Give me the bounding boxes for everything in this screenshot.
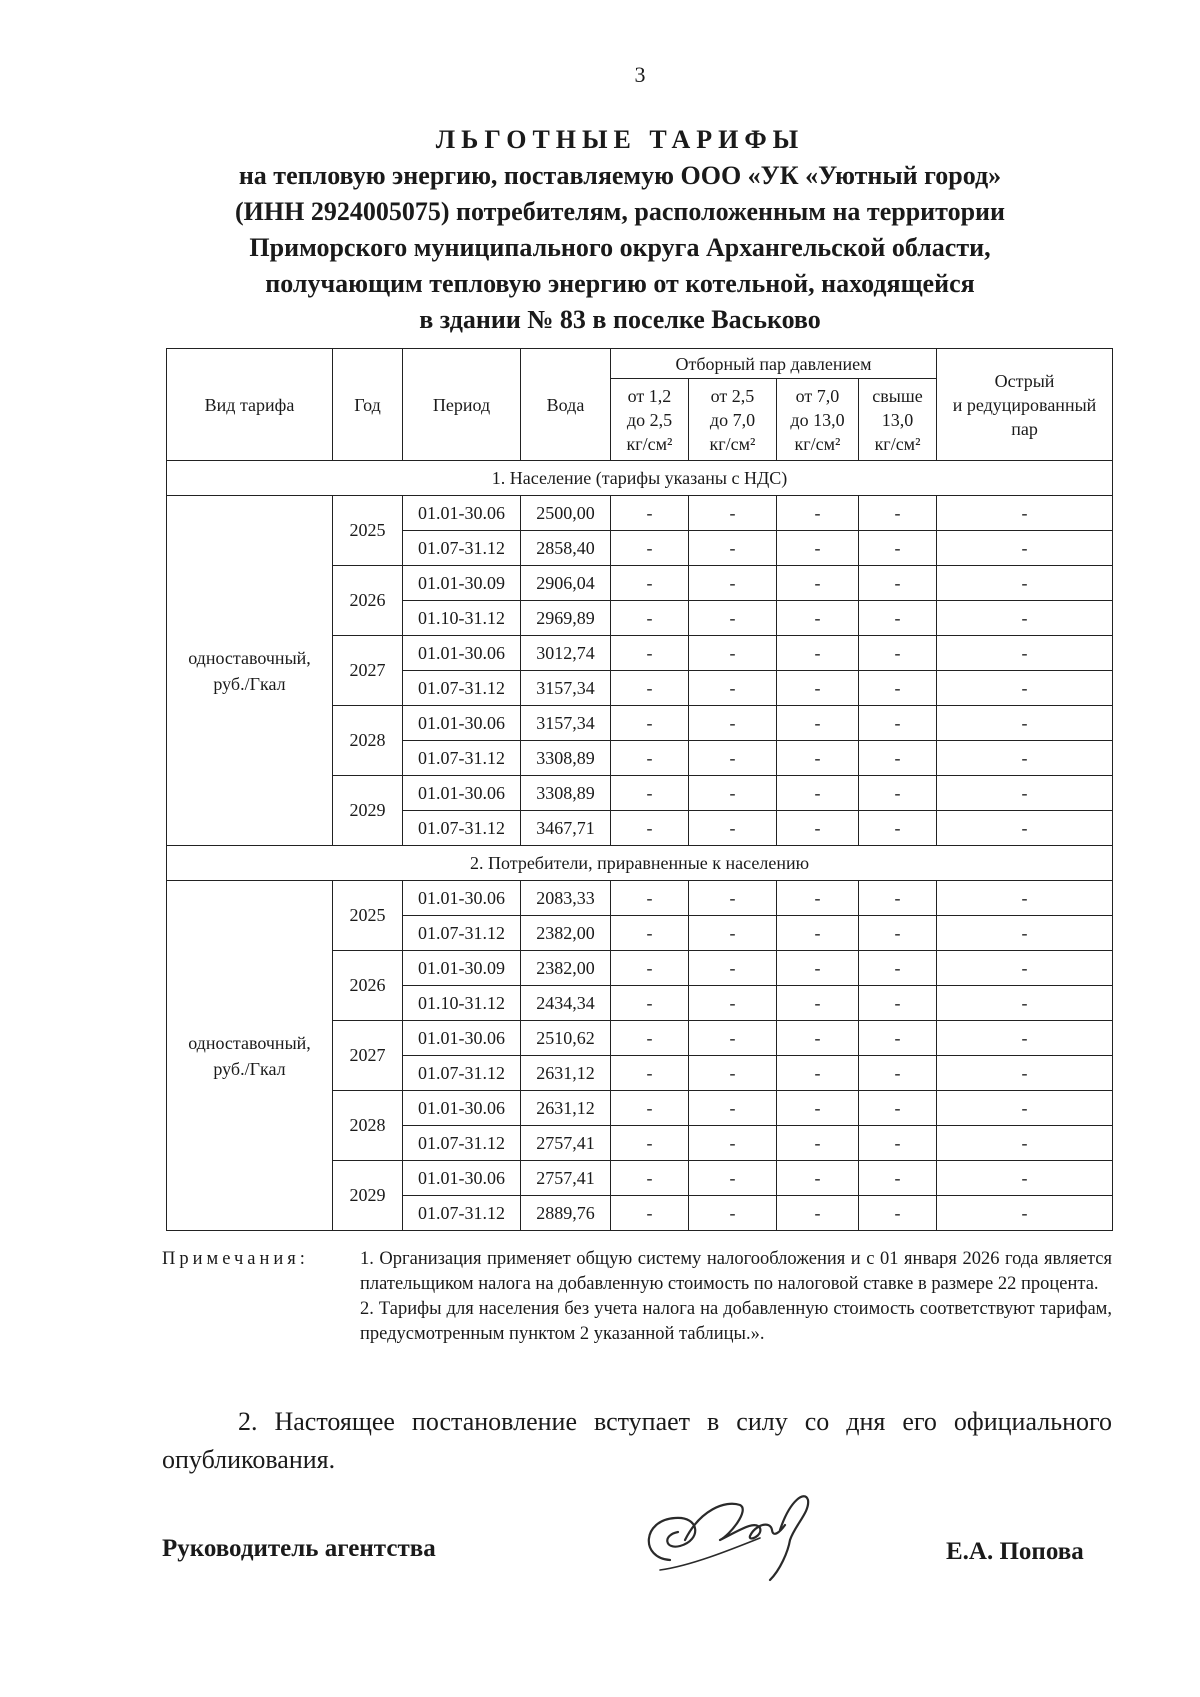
empty-tariff-cell: - [937, 776, 1113, 811]
note-item: 1. Организация применяет общую систему налогообложения и с 01 января 2026 года является плательщиком налога на добавленную стоимость по налоговой ставке в размере 22 процента. [360, 1249, 1112, 1294]
empty-tariff-cell: - [777, 776, 859, 811]
water-tariff-cell: 2858,40 [521, 531, 611, 566]
empty-tariff-cell: - [937, 1126, 1113, 1161]
empty-tariff-cell: - [937, 1196, 1113, 1231]
water-tariff-cell: 2510,62 [521, 1021, 611, 1056]
empty-tariff-cell: - [689, 601, 777, 636]
year-cell: 2027 [333, 1021, 403, 1091]
empty-tariff-cell: - [777, 601, 859, 636]
empty-tariff-cell: - [859, 916, 937, 951]
empty-tariff-cell: - [611, 636, 689, 671]
header-line: кг/см² [626, 433, 673, 454]
handwritten-signature [630, 1480, 830, 1590]
period-cell: 01.07-31.12 [403, 916, 521, 951]
empty-tariff-cell: - [859, 1021, 937, 1056]
table-row [167, 496, 1113, 531]
empty-tariff-cell: - [937, 531, 1113, 566]
period-cell: 01.07-31.12 [403, 1196, 521, 1231]
water-tariff-cell: 2500,00 [521, 496, 611, 531]
year-cell: 2029 [333, 776, 403, 846]
header-period: Период [403, 349, 521, 461]
period-cell: 01.07-31.12 [403, 1126, 521, 1161]
empty-tariff-cell: - [611, 811, 689, 846]
empty-tariff-cell: - [689, 1021, 777, 1056]
empty-tariff-cell: - [689, 986, 777, 1021]
empty-tariff-cell: - [611, 601, 689, 636]
period-cell: 01.10-31.12 [403, 601, 521, 636]
empty-tariff-cell: - [689, 776, 777, 811]
empty-tariff-cell: - [777, 881, 859, 916]
period-cell: 01.01-30.06 [403, 881, 521, 916]
empty-tariff-cell: - [777, 636, 859, 671]
empty-tariff-cell: - [689, 671, 777, 706]
header-line: до 7,0 [709, 409, 756, 430]
title-line: на тепловую энергию, поставляемую ООО «УК «Уютный город» [238, 161, 1002, 190]
header-line: свыше [872, 385, 923, 406]
water-tariff-cell: 3157,34 [521, 706, 611, 741]
empty-tariff-cell: - [689, 1161, 777, 1196]
period-cell: 01.01-30.06 [403, 496, 521, 531]
empty-tariff-cell: - [777, 811, 859, 846]
empty-tariff-cell: - [689, 741, 777, 776]
empty-tariff-cell: - [689, 881, 777, 916]
empty-tariff-cell: - [689, 811, 777, 846]
empty-tariff-cell: - [859, 881, 937, 916]
empty-tariff-cell: - [859, 1196, 937, 1231]
header-line: кг/см² [874, 433, 921, 454]
empty-tariff-cell: - [859, 776, 937, 811]
document-title [150, 122, 1090, 338]
empty-tariff-cell: - [937, 881, 1113, 916]
year-cell: 2025 [333, 496, 403, 566]
water-tariff-cell: 3308,89 [521, 776, 611, 811]
empty-tariff-cell: - [859, 741, 937, 776]
empty-tariff-cell: - [937, 951, 1113, 986]
empty-tariff-cell: - [937, 741, 1113, 776]
water-tariff-cell: 2631,12 [521, 1056, 611, 1091]
header-line: от 1,2 [627, 385, 672, 406]
empty-tariff-cell: - [611, 986, 689, 1021]
section-row [167, 461, 1113, 496]
empty-tariff-cell: - [689, 951, 777, 986]
empty-tariff-cell: - [689, 706, 777, 741]
year-cell: 2028 [333, 706, 403, 776]
empty-tariff-cell: - [937, 566, 1113, 601]
period-cell: 01.10-31.12 [403, 986, 521, 1021]
empty-tariff-cell: - [859, 1126, 937, 1161]
notes-list [360, 1247, 1112, 1347]
empty-tariff-cell: - [777, 1091, 859, 1126]
empty-tariff-cell: - [611, 1056, 689, 1091]
water-tariff-cell: 2382,00 [521, 951, 611, 986]
empty-tariff-cell: - [611, 1091, 689, 1126]
empty-tariff-cell: - [777, 531, 859, 566]
empty-tariff-cell: - [689, 1056, 777, 1091]
empty-tariff-cell: - [611, 741, 689, 776]
table-row [167, 881, 1113, 916]
header-steam-4 [859, 379, 937, 461]
empty-tariff-cell: - [777, 566, 859, 601]
empty-tariff-cell: - [611, 776, 689, 811]
table-body [167, 461, 1113, 1231]
empty-tariff-cell: - [777, 1126, 859, 1161]
empty-tariff-cell: - [777, 1056, 859, 1091]
empty-tariff-cell: - [859, 671, 937, 706]
period-cell: 01.01-30.09 [403, 566, 521, 601]
period-cell: 01.07-31.12 [403, 671, 521, 706]
year-cell: 2026 [333, 951, 403, 1021]
water-tariff-cell: 3308,89 [521, 741, 611, 776]
period-cell: 01.07-31.12 [403, 811, 521, 846]
header-line: 13,0 [881, 409, 914, 430]
header-water: Вода [521, 349, 611, 461]
water-tariff-cell: 3467,71 [521, 811, 611, 846]
note-item: 2. Тарифы для населения без учета налога на добавленную стоимость соответствуют тарифам, предусмотренным пунктом 2 указанной таблицы.». [360, 1299, 1112, 1344]
header-line: кг/см² [709, 433, 756, 454]
year-cell: 2026 [333, 566, 403, 636]
empty-tariff-cell: - [777, 741, 859, 776]
empty-tariff-cell: - [611, 566, 689, 601]
empty-tariff-cell: - [859, 531, 937, 566]
tariff-kind-line: одноставочный, [188, 1032, 311, 1053]
year-cell: 2028 [333, 1091, 403, 1161]
empty-tariff-cell: - [859, 811, 937, 846]
empty-tariff-cell: - [689, 636, 777, 671]
empty-tariff-cell: - [937, 811, 1113, 846]
water-tariff-cell: 2083,33 [521, 881, 611, 916]
empty-tariff-cell: - [859, 986, 937, 1021]
empty-tariff-cell: - [937, 1056, 1113, 1091]
tariff-kind-line: одноставочный, [188, 647, 311, 668]
empty-tariff-cell: - [777, 706, 859, 741]
empty-tariff-cell: - [937, 496, 1113, 531]
header-line: кг/см² [794, 433, 841, 454]
water-tariff-cell: 2969,89 [521, 601, 611, 636]
page-number: 3 [634, 62, 646, 87]
period-cell: 01.01-30.06 [403, 1021, 521, 1056]
water-tariff-cell: 2434,34 [521, 986, 611, 1021]
empty-tariff-cell: - [689, 1091, 777, 1126]
empty-tariff-cell: - [777, 671, 859, 706]
empty-tariff-cell: - [689, 496, 777, 531]
header-line: от 7,0 [795, 385, 840, 406]
title-line: Приморского муниципального округа Архангельской области, [249, 233, 991, 262]
empty-tariff-cell: - [937, 706, 1113, 741]
empty-tariff-cell: - [777, 1196, 859, 1231]
title-main: ЛЬГОТНЫЕ ТАРИФЫ [435, 125, 805, 154]
empty-tariff-cell: - [937, 636, 1113, 671]
period-cell: 01.01-30.06 [403, 706, 521, 741]
header-kind: Вид тарифа [167, 349, 333, 461]
empty-tariff-cell: - [689, 531, 777, 566]
header-year: Год [333, 349, 403, 461]
empty-tariff-cell: - [689, 566, 777, 601]
period-cell: 01.07-31.12 [403, 741, 521, 776]
empty-tariff-cell: - [777, 951, 859, 986]
year-cell: 2027 [333, 636, 403, 706]
tariff-kind-cell [167, 881, 333, 1231]
period-cell: 01.07-31.12 [403, 1056, 521, 1091]
empty-tariff-cell: - [937, 601, 1113, 636]
header-steam-2 [689, 379, 777, 461]
section-title: 1. Население (тарифы указаны с НДС) [167, 461, 1113, 496]
water-tariff-cell: 2757,41 [521, 1161, 611, 1196]
period-cell: 01.07-31.12 [403, 531, 521, 566]
period-cell: 01.01-30.06 [403, 1161, 521, 1196]
year-cell: 2025 [333, 881, 403, 951]
tariff-kind-line: руб./Гкал [213, 1058, 286, 1079]
water-tariff-cell: 2889,76 [521, 1196, 611, 1231]
empty-tariff-cell: - [777, 496, 859, 531]
empty-tariff-cell: - [859, 636, 937, 671]
tariff-table [166, 348, 1113, 1231]
water-tariff-cell: 3012,74 [521, 636, 611, 671]
water-tariff-cell: 2382,00 [521, 916, 611, 951]
empty-tariff-cell: - [859, 601, 937, 636]
empty-tariff-cell: - [611, 951, 689, 986]
header-line: до 13,0 [790, 409, 845, 430]
empty-tariff-cell: - [611, 916, 689, 951]
header-line: и редуцированный [952, 394, 1097, 415]
empty-tariff-cell: - [611, 881, 689, 916]
empty-tariff-cell: - [937, 1021, 1113, 1056]
period-cell: 01.01-30.06 [403, 1091, 521, 1126]
empty-tariff-cell: - [859, 706, 937, 741]
empty-tariff-cell: - [859, 566, 937, 601]
notes-label: Примечания: [162, 1249, 309, 1269]
empty-tariff-cell: - [859, 951, 937, 986]
period-cell: 01.01-30.06 [403, 776, 521, 811]
empty-tariff-cell: - [777, 916, 859, 951]
header-steam-1 [611, 379, 689, 461]
empty-tariff-cell: - [937, 1091, 1113, 1126]
header-steam-3 [777, 379, 859, 461]
empty-tariff-cell: - [611, 496, 689, 531]
signer-position: Руководитель агентства [162, 1535, 436, 1562]
empty-tariff-cell: - [937, 916, 1113, 951]
header-line: Острый [994, 370, 1055, 391]
year-cell: 2029 [333, 1161, 403, 1231]
empty-tariff-cell: - [611, 1126, 689, 1161]
empty-tariff-cell: - [689, 1126, 777, 1161]
empty-tariff-cell: - [777, 1161, 859, 1196]
empty-tariff-cell: - [859, 1056, 937, 1091]
empty-tariff-cell: - [777, 1021, 859, 1056]
empty-tariff-cell: - [611, 671, 689, 706]
water-tariff-cell: 2906,04 [521, 566, 611, 601]
header-line: пар [1011, 418, 1038, 439]
empty-tariff-cell: - [777, 986, 859, 1021]
header-line: до 2,5 [626, 409, 673, 430]
table-header [167, 349, 1113, 461]
water-tariff-cell: 2631,12 [521, 1091, 611, 1126]
empty-tariff-cell: - [611, 1196, 689, 1231]
tariff-kind-cell [167, 496, 333, 846]
header-line: от 2,5 [710, 385, 755, 406]
empty-tariff-cell: - [859, 496, 937, 531]
empty-tariff-cell: - [937, 671, 1113, 706]
period-cell: 01.01-30.06 [403, 636, 521, 671]
empty-tariff-cell: - [611, 706, 689, 741]
empty-tariff-cell: - [689, 916, 777, 951]
tariff-kind-line: руб./Гкал [213, 673, 286, 694]
empty-tariff-cell: - [859, 1091, 937, 1126]
final-paragraph: 2. Настоящее постановление вступает в силу со дня его официального опубликования. [162, 1407, 1112, 1474]
empty-tariff-cell: - [611, 1161, 689, 1196]
section-row [167, 846, 1113, 881]
empty-tariff-cell: - [611, 531, 689, 566]
period-cell: 01.01-30.09 [403, 951, 521, 986]
empty-tariff-cell: - [611, 1021, 689, 1056]
signer-name: Е.А. Попова [946, 1538, 1084, 1565]
header-steam-group: Отборный пар давлением [611, 349, 937, 379]
title-line: получающим тепловую энергию от котельной, находящейся [265, 269, 975, 298]
empty-tariff-cell: - [859, 1161, 937, 1196]
empty-tariff-cell: - [689, 1196, 777, 1231]
water-tariff-cell: 3157,34 [521, 671, 611, 706]
water-tariff-cell: 2757,41 [521, 1126, 611, 1161]
title-line: в здании № 83 в поселке Васьково [419, 305, 821, 334]
section-title: 2. Потребители, приравненные к населению [167, 846, 1113, 881]
empty-tariff-cell: - [937, 986, 1113, 1021]
title-line: (ИНН 2924005075) потребителям, расположенным на территории [234, 197, 1005, 226]
header-sharp-steam [937, 349, 1113, 461]
empty-tariff-cell: - [937, 1161, 1113, 1196]
